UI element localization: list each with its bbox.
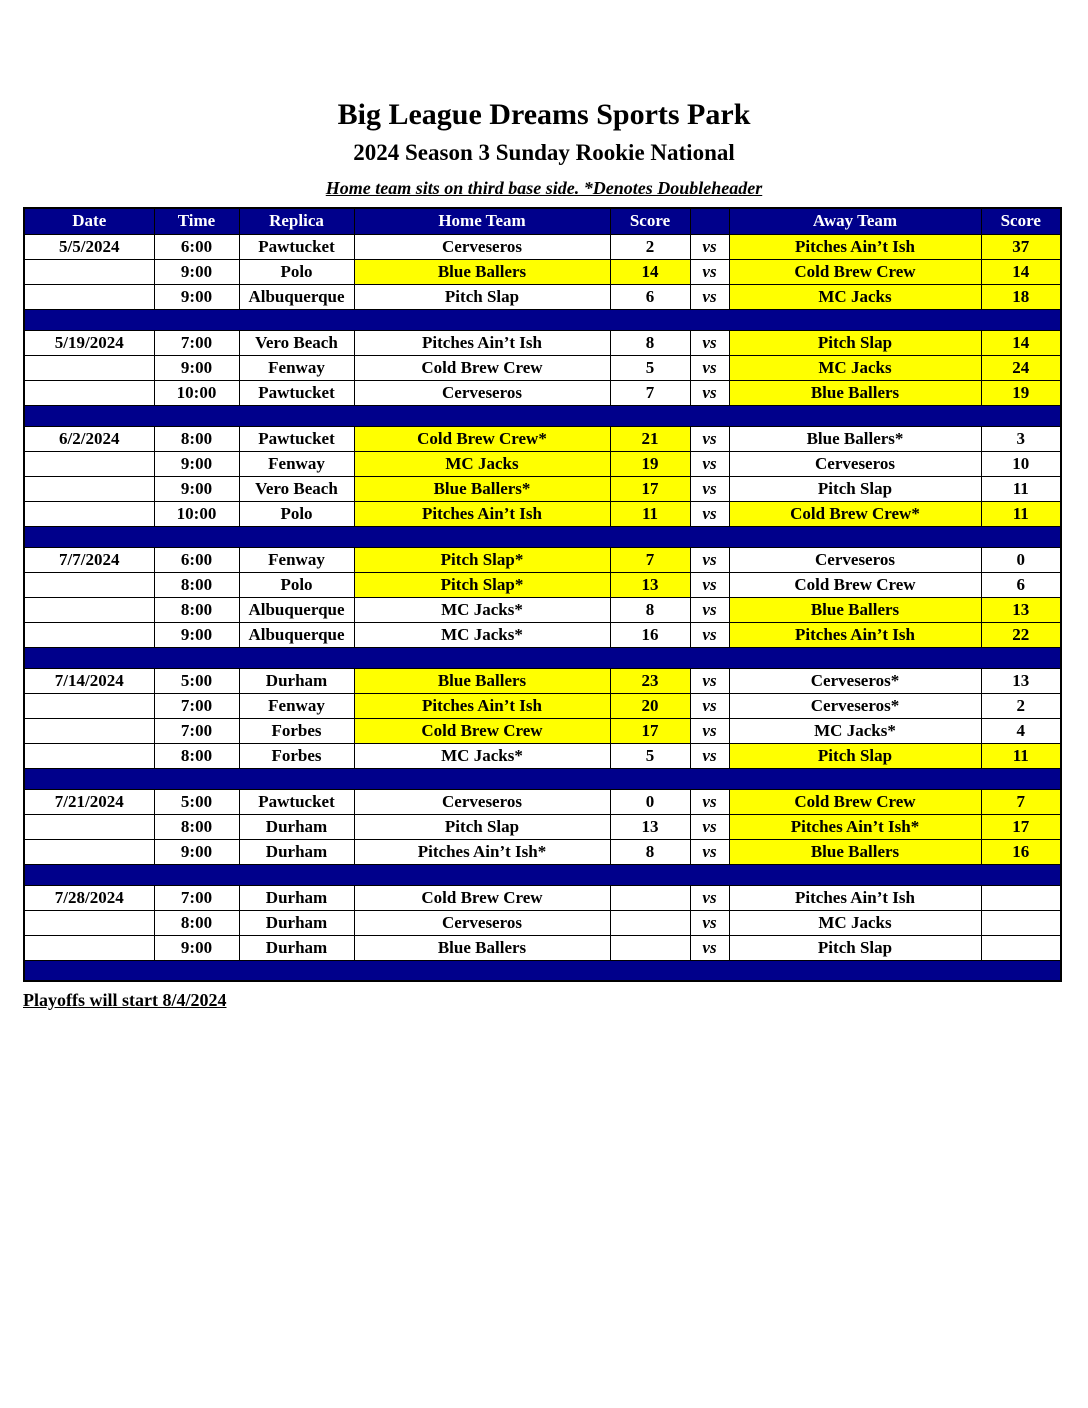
away-score-cell: 14 <box>981 330 1061 355</box>
page-title: Big League Dreams Sports Park <box>337 98 751 131</box>
home-team-cell: Cerveseros <box>354 380 610 405</box>
vs-cell: vs <box>690 284 729 309</box>
home-score-cell: 17 <box>610 476 690 501</box>
home-team-cell: Pitches Ain’t Ish <box>354 693 610 718</box>
replica-cell: Fenway <box>239 693 354 718</box>
separator-bar <box>24 405 1061 426</box>
away-team-cell: MC Jacks <box>729 284 981 309</box>
home-score-cell: 21 <box>610 426 690 451</box>
home-team-cell: Pitch Slap <box>354 284 610 309</box>
away-score-cell: 19 <box>981 380 1061 405</box>
time-cell: 7:00 <box>154 718 239 743</box>
away-team-cell: Cerveseros* <box>729 668 981 693</box>
time-cell: 5:00 <box>154 668 239 693</box>
vs-cell: vs <box>690 451 729 476</box>
away-score-cell: 0 <box>981 547 1061 572</box>
game-row <box>24 885 1061 910</box>
home-score-cell: 13 <box>610 572 690 597</box>
home-team-cell: MC Jacks* <box>354 597 610 622</box>
game-row <box>24 814 1061 839</box>
home-score-cell: 7 <box>610 380 690 405</box>
home-score-cell: 19 <box>610 451 690 476</box>
game-row <box>24 597 1061 622</box>
page-subtitle: 2024 Season 3 Sunday Rookie National <box>353 140 735 165</box>
game-row <box>24 426 1061 451</box>
away-score-cell: 37 <box>981 234 1061 259</box>
date-cell <box>24 259 154 284</box>
date-cell <box>24 572 154 597</box>
away-score-cell: 16 <box>981 839 1061 864</box>
separator-bar <box>24 526 1061 547</box>
away-score-cell: 18 <box>981 284 1061 309</box>
home-team-cell: Cerveseros <box>354 234 610 259</box>
time-cell: 10:00 <box>154 380 239 405</box>
away-team-cell: Cold Brew Crew <box>729 789 981 814</box>
game-row <box>24 789 1061 814</box>
away-score-cell: 2 <box>981 693 1061 718</box>
game-row <box>24 622 1061 647</box>
time-cell: 8:00 <box>154 426 239 451</box>
home-team-cell: Cold Brew Crew <box>354 885 610 910</box>
replica-cell: Albuquerque <box>239 622 354 647</box>
time-cell: 10:00 <box>154 501 239 526</box>
home-score-cell: 8 <box>610 330 690 355</box>
away-team-cell: Cerveseros <box>729 547 981 572</box>
home-team-cell: Pitch Slap* <box>354 547 610 572</box>
away-team-cell: Blue Ballers* <box>729 426 981 451</box>
time-cell: 5:00 <box>154 789 239 814</box>
away-team-cell: Cerveseros <box>729 451 981 476</box>
date-cell: 7/21/2024 <box>24 789 154 814</box>
replica-cell: Forbes <box>239 743 354 768</box>
home-team-cell: Blue Ballers* <box>354 476 610 501</box>
vs-cell: vs <box>690 572 729 597</box>
home-team-cell: MC Jacks* <box>354 622 610 647</box>
away-team-cell: Pitches Ain’t Ish <box>729 885 981 910</box>
replica-cell: Durham <box>239 935 354 960</box>
away-score-cell: 10 <box>981 451 1061 476</box>
home-team-cell: MC Jacks <box>354 451 610 476</box>
game-row <box>24 547 1061 572</box>
home-score-cell: 7 <box>610 547 690 572</box>
replica-cell: Polo <box>239 501 354 526</box>
home-team-cell: Pitches Ain’t Ish* <box>354 839 610 864</box>
replica-cell: Fenway <box>239 451 354 476</box>
replica-cell: Durham <box>239 839 354 864</box>
date-cell: 7/7/2024 <box>24 547 154 572</box>
game-row <box>24 693 1061 718</box>
replica-cell: Pawtucket <box>239 234 354 259</box>
home-team-cell: Pitches Ain’t Ish <box>354 330 610 355</box>
vs-cell: vs <box>690 355 729 380</box>
separator-bar <box>24 960 1061 981</box>
home-team-cell: Cerveseros <box>354 910 610 935</box>
away-score-cell: 3 <box>981 426 1061 451</box>
separator-row <box>24 405 1061 426</box>
separator-row <box>24 526 1061 547</box>
time-cell: 8:00 <box>154 597 239 622</box>
header-time: Time <box>154 208 239 234</box>
away-score-cell <box>981 885 1061 910</box>
vs-cell: vs <box>690 597 729 622</box>
game-row <box>24 668 1061 693</box>
separator-row <box>24 960 1061 981</box>
vs-cell: vs <box>690 476 729 501</box>
home-team-cell: MC Jacks* <box>354 743 610 768</box>
date-cell <box>24 622 154 647</box>
replica-cell: Polo <box>239 259 354 284</box>
home-score-cell <box>610 910 690 935</box>
vs-cell: vs <box>690 885 729 910</box>
away-score-cell: 11 <box>981 743 1061 768</box>
home-score-cell: 8 <box>610 839 690 864</box>
time-cell: 8:00 <box>154 910 239 935</box>
away-team-cell: Pitches Ain’t Ish* <box>729 814 981 839</box>
away-team-cell: Blue Ballers <box>729 380 981 405</box>
vs-cell: vs <box>690 668 729 693</box>
away-score-cell <box>981 935 1061 960</box>
replica-cell: Durham <box>239 668 354 693</box>
separator-bar <box>24 647 1061 668</box>
away-team-cell: MC Jacks <box>729 910 981 935</box>
vs-cell: vs <box>690 910 729 935</box>
vs-cell: vs <box>690 743 729 768</box>
away-team-cell: Blue Ballers <box>729 839 981 864</box>
away-score-cell: 13 <box>981 668 1061 693</box>
date-cell <box>24 501 154 526</box>
game-row <box>24 234 1061 259</box>
away-team-cell: MC Jacks <box>729 355 981 380</box>
separator-row <box>24 864 1061 885</box>
home-score-cell <box>610 935 690 960</box>
date-cell <box>24 718 154 743</box>
home-score-cell: 13 <box>610 814 690 839</box>
home-team-note: Home team sits on third base side. *Denotes Doubleheader <box>325 178 763 198</box>
vs-cell: vs <box>690 380 729 405</box>
home-team-cell: Pitch Slap* <box>354 572 610 597</box>
date-cell <box>24 693 154 718</box>
time-cell: 8:00 <box>154 572 239 597</box>
time-cell: 9:00 <box>154 476 239 501</box>
separator-row <box>24 768 1061 789</box>
home-score-cell: 8 <box>610 597 690 622</box>
schedule-table <box>23 207 1062 982</box>
away-team-cell: Cold Brew Crew <box>729 572 981 597</box>
away-team-cell: Pitch Slap <box>729 935 981 960</box>
game-row <box>24 355 1061 380</box>
away-team-cell: Pitches Ain’t Ish <box>729 234 981 259</box>
away-team-cell: Blue Ballers <box>729 597 981 622</box>
game-row <box>24 284 1061 309</box>
home-score-cell: 11 <box>610 501 690 526</box>
home-score-cell: 17 <box>610 718 690 743</box>
away-score-cell: 11 <box>981 501 1061 526</box>
home-team-cell: Cold Brew Crew* <box>354 426 610 451</box>
away-score-cell: 13 <box>981 597 1061 622</box>
header-home-score: Score <box>610 208 690 234</box>
game-row <box>24 743 1061 768</box>
vs-cell: vs <box>690 259 729 284</box>
vs-cell: vs <box>690 935 729 960</box>
time-cell: 9:00 <box>154 935 239 960</box>
time-cell: 9:00 <box>154 284 239 309</box>
date-cell <box>24 355 154 380</box>
replica-cell: Durham <box>239 814 354 839</box>
date-cell <box>24 743 154 768</box>
date-cell <box>24 814 154 839</box>
time-cell: 7:00 <box>154 885 239 910</box>
game-row <box>24 330 1061 355</box>
replica-cell: Vero Beach <box>239 330 354 355</box>
date-cell <box>24 380 154 405</box>
home-team-cell: Cerveseros <box>354 789 610 814</box>
time-cell: 8:00 <box>154 743 239 768</box>
replica-cell: Pawtucket <box>239 426 354 451</box>
away-team-cell: Cold Brew Crew* <box>729 501 981 526</box>
game-row <box>24 910 1061 935</box>
replica-cell: Polo <box>239 572 354 597</box>
date-cell: 5/19/2024 <box>24 330 154 355</box>
vs-cell: vs <box>690 330 729 355</box>
replica-cell: Forbes <box>239 718 354 743</box>
replica-cell: Pawtucket <box>239 789 354 814</box>
vs-cell: vs <box>690 814 729 839</box>
time-cell: 7:00 <box>154 693 239 718</box>
home-score-cell: 2 <box>610 234 690 259</box>
vs-cell: vs <box>690 839 729 864</box>
home-team-cell: Cold Brew Crew <box>354 718 610 743</box>
header-vs <box>690 208 729 234</box>
home-score-cell: 5 <box>610 743 690 768</box>
time-cell: 9:00 <box>154 259 239 284</box>
date-cell <box>24 597 154 622</box>
replica-cell: Albuquerque <box>239 284 354 309</box>
vs-cell: vs <box>690 234 729 259</box>
time-cell: 9:00 <box>154 451 239 476</box>
replica-cell: Durham <box>239 885 354 910</box>
date-cell <box>24 451 154 476</box>
replica-cell: Fenway <box>239 547 354 572</box>
date-cell <box>24 935 154 960</box>
away-score-cell <box>981 910 1061 935</box>
game-row <box>24 572 1061 597</box>
date-cell: 5/5/2024 <box>24 234 154 259</box>
away-score-cell: 22 <box>981 622 1061 647</box>
away-score-cell: 24 <box>981 355 1061 380</box>
replica-cell: Durham <box>239 910 354 935</box>
playoffs-note: Playoffs will start 8/4/2024 <box>23 990 227 1010</box>
home-score-cell: 5 <box>610 355 690 380</box>
away-score-cell: 11 <box>981 476 1061 501</box>
home-score-cell: 23 <box>610 668 690 693</box>
home-team-cell: Pitches Ain’t Ish <box>354 501 610 526</box>
vs-cell: vs <box>690 789 729 814</box>
separator-bar <box>24 768 1061 789</box>
time-cell: 9:00 <box>154 355 239 380</box>
vs-cell: vs <box>690 547 729 572</box>
date-cell: 7/14/2024 <box>24 668 154 693</box>
home-team-cell: Blue Ballers <box>354 259 610 284</box>
away-score-cell: 17 <box>981 814 1061 839</box>
home-team-cell: Blue Ballers <box>354 668 610 693</box>
away-team-cell: Cold Brew Crew <box>729 259 981 284</box>
header-date: Date <box>24 208 154 234</box>
away-team-cell: Pitch Slap <box>729 476 981 501</box>
game-row <box>24 476 1061 501</box>
date-cell: 6/2/2024 <box>24 426 154 451</box>
game-row <box>24 380 1061 405</box>
header-away-score: Score <box>981 208 1061 234</box>
home-score-cell <box>610 885 690 910</box>
home-team-cell: Cold Brew Crew <box>354 355 610 380</box>
time-cell: 6:00 <box>154 234 239 259</box>
game-row <box>24 718 1061 743</box>
replica-cell: Pawtucket <box>239 380 354 405</box>
vs-cell: vs <box>690 718 729 743</box>
header-home-team: Home Team <box>354 208 610 234</box>
separator-row <box>24 647 1061 668</box>
away-score-cell: 7 <box>981 789 1061 814</box>
home-score-cell: 20 <box>610 693 690 718</box>
away-team-cell: Cerveseros* <box>729 693 981 718</box>
away-team-cell: MC Jacks* <box>729 718 981 743</box>
time-cell: 9:00 <box>154 839 239 864</box>
game-row <box>24 839 1061 864</box>
away-team-cell: Pitches Ain’t Ish <box>729 622 981 647</box>
date-cell <box>24 839 154 864</box>
time-cell: 7:00 <box>154 330 239 355</box>
game-row <box>24 451 1061 476</box>
separator-bar <box>24 309 1061 330</box>
time-cell: 8:00 <box>154 814 239 839</box>
away-score-cell: 4 <box>981 718 1061 743</box>
home-score-cell: 0 <box>610 789 690 814</box>
header-replica: Replica <box>239 208 354 234</box>
game-row <box>24 259 1061 284</box>
away-score-cell: 6 <box>981 572 1061 597</box>
replica-cell: Vero Beach <box>239 476 354 501</box>
separator-row <box>24 309 1061 330</box>
time-cell: 9:00 <box>154 622 239 647</box>
vs-cell: vs <box>690 426 729 451</box>
replica-cell: Albuquerque <box>239 597 354 622</box>
home-score-cell: 14 <box>610 259 690 284</box>
date-cell <box>24 476 154 501</box>
time-cell: 6:00 <box>154 547 239 572</box>
home-score-cell: 16 <box>610 622 690 647</box>
header-away-team: Away Team <box>729 208 981 234</box>
date-cell <box>24 284 154 309</box>
vs-cell: vs <box>690 501 729 526</box>
away-score-cell: 14 <box>981 259 1061 284</box>
away-team-cell: Pitch Slap <box>729 743 981 768</box>
table-header-row <box>24 208 1061 234</box>
home-team-cell: Pitch Slap <box>354 814 610 839</box>
home-score-cell: 6 <box>610 284 690 309</box>
away-team-cell: Pitch Slap <box>729 330 981 355</box>
separator-bar <box>24 864 1061 885</box>
vs-cell: vs <box>690 693 729 718</box>
date-cell: 7/28/2024 <box>24 885 154 910</box>
game-row <box>24 501 1061 526</box>
replica-cell: Fenway <box>239 355 354 380</box>
vs-cell: vs <box>690 622 729 647</box>
home-team-cell: Blue Ballers <box>354 935 610 960</box>
game-row <box>24 935 1061 960</box>
date-cell <box>24 910 154 935</box>
